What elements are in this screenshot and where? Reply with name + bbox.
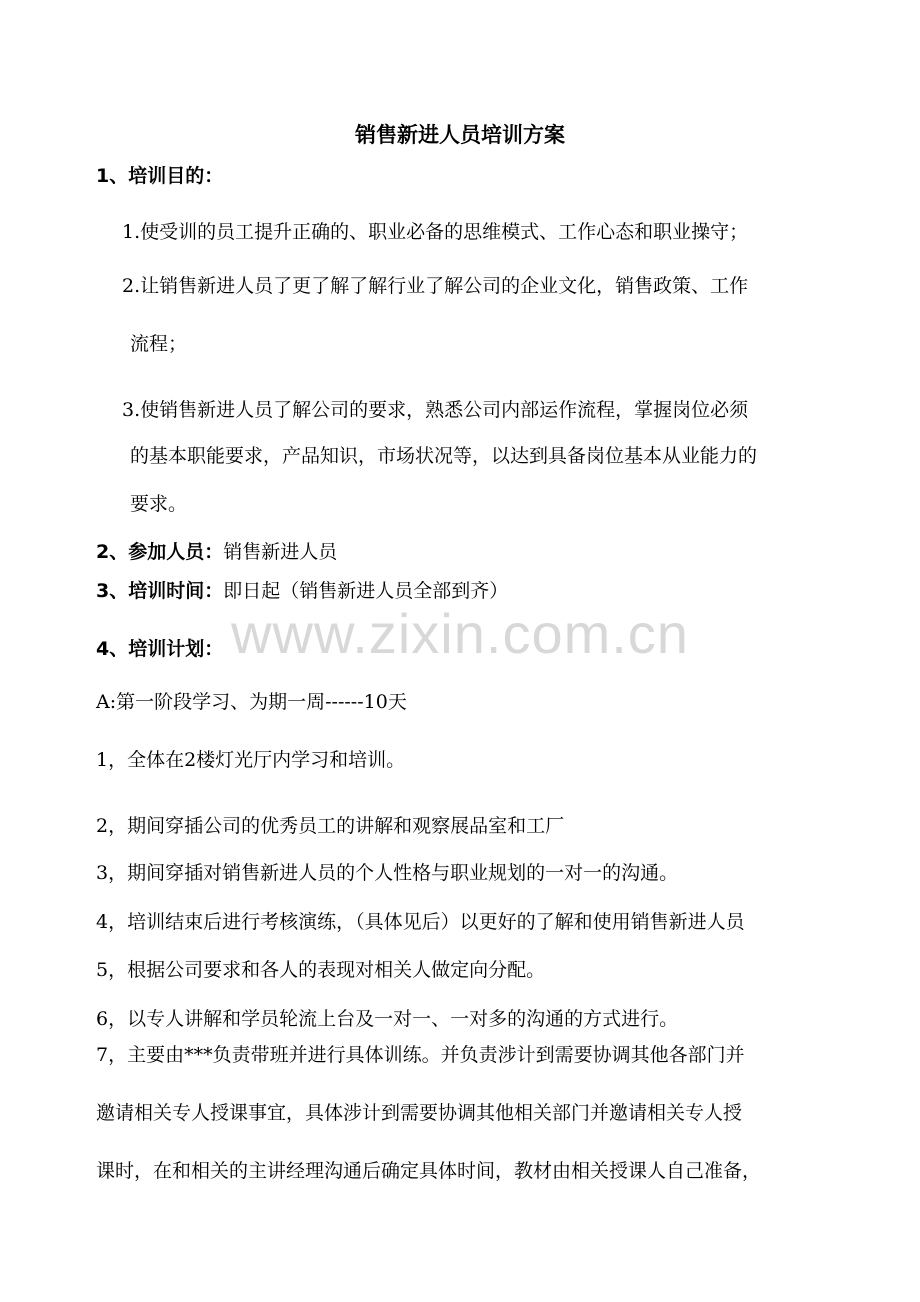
section-4-item: 2，期间穿插公司的优秀员工的讲解和观察展品室和工厂 (96, 815, 565, 837)
section-1-item: 的基本职能要求，产品知识，市场状况等，以达到具备岗位基本从业能力的 (130, 445, 758, 467)
section-4-item: 4，培训结束后进行考核演练，（具体见后）以更好的了解和使用销售新进人员 (96, 911, 745, 933)
section-1-item: 流程； (130, 333, 188, 355)
section-3-heading: 3、培训时间： (96, 580, 224, 602)
section-4-item: 6，以专人讲解和学员轮流上台及一对一、一对多的沟通的方式进行。 (96, 1008, 679, 1030)
section-1-item: 要求。 (130, 493, 188, 515)
section-1-item: 1.使受训的员工提升正确的、职业必备的思维模式、工作心态和职业操守； (122, 221, 749, 243)
section-4-item: 课时，在和相关的主讲经理沟通后确定具体时间，教材由相关授课人自己准备， (96, 1160, 762, 1182)
section-1-item: 2.让销售新进人员了更了解了解行业了解公司的企业文化，销售政策、工作 (122, 275, 749, 297)
document-title: 销售新进人员培训方案 (355, 123, 565, 147)
watermark: www.zixin.com.cn (231, 602, 689, 665)
section-4-item: 3，期间穿插对销售新进人员的个人性格与职业规划的一对一的沟通。 (96, 862, 679, 884)
section-4-phase: A:第一阶段学习、为期一周------10天 (96, 691, 407, 713)
section-2 (96, 540, 337, 564)
section-4-heading: 4、培训计划： (96, 638, 224, 660)
section-2-heading: 2、参加人员： (96, 541, 224, 563)
section-2-value: 销售新进人员 (223, 541, 338, 563)
section-4-item: 7，主要由***负责带班并进行具体训练。并负责涉计到需要协调其他各部门并 (96, 1044, 745, 1066)
section-4-item: 1，全体在2楼灯光厅内学习和培训。 (96, 749, 406, 771)
section-1-heading: 1、培训目的： (96, 165, 224, 187)
section-3-value: 即日起（销售新进人员全部到齐） (223, 580, 509, 602)
section-3 (96, 579, 508, 603)
section-4-item: 5，根据公司要求和各人的表现对相关人做定向分配。 (96, 959, 546, 981)
section-1-item: 3.使销售新进人员了解公司的要求，熟悉公司内部运作流程，掌握岗位必须 (122, 399, 749, 421)
section-4-item: 邀请相关专人授课事宜，具体涉计到需要协调其他相关部门并邀请相关专人授 (96, 1102, 743, 1124)
